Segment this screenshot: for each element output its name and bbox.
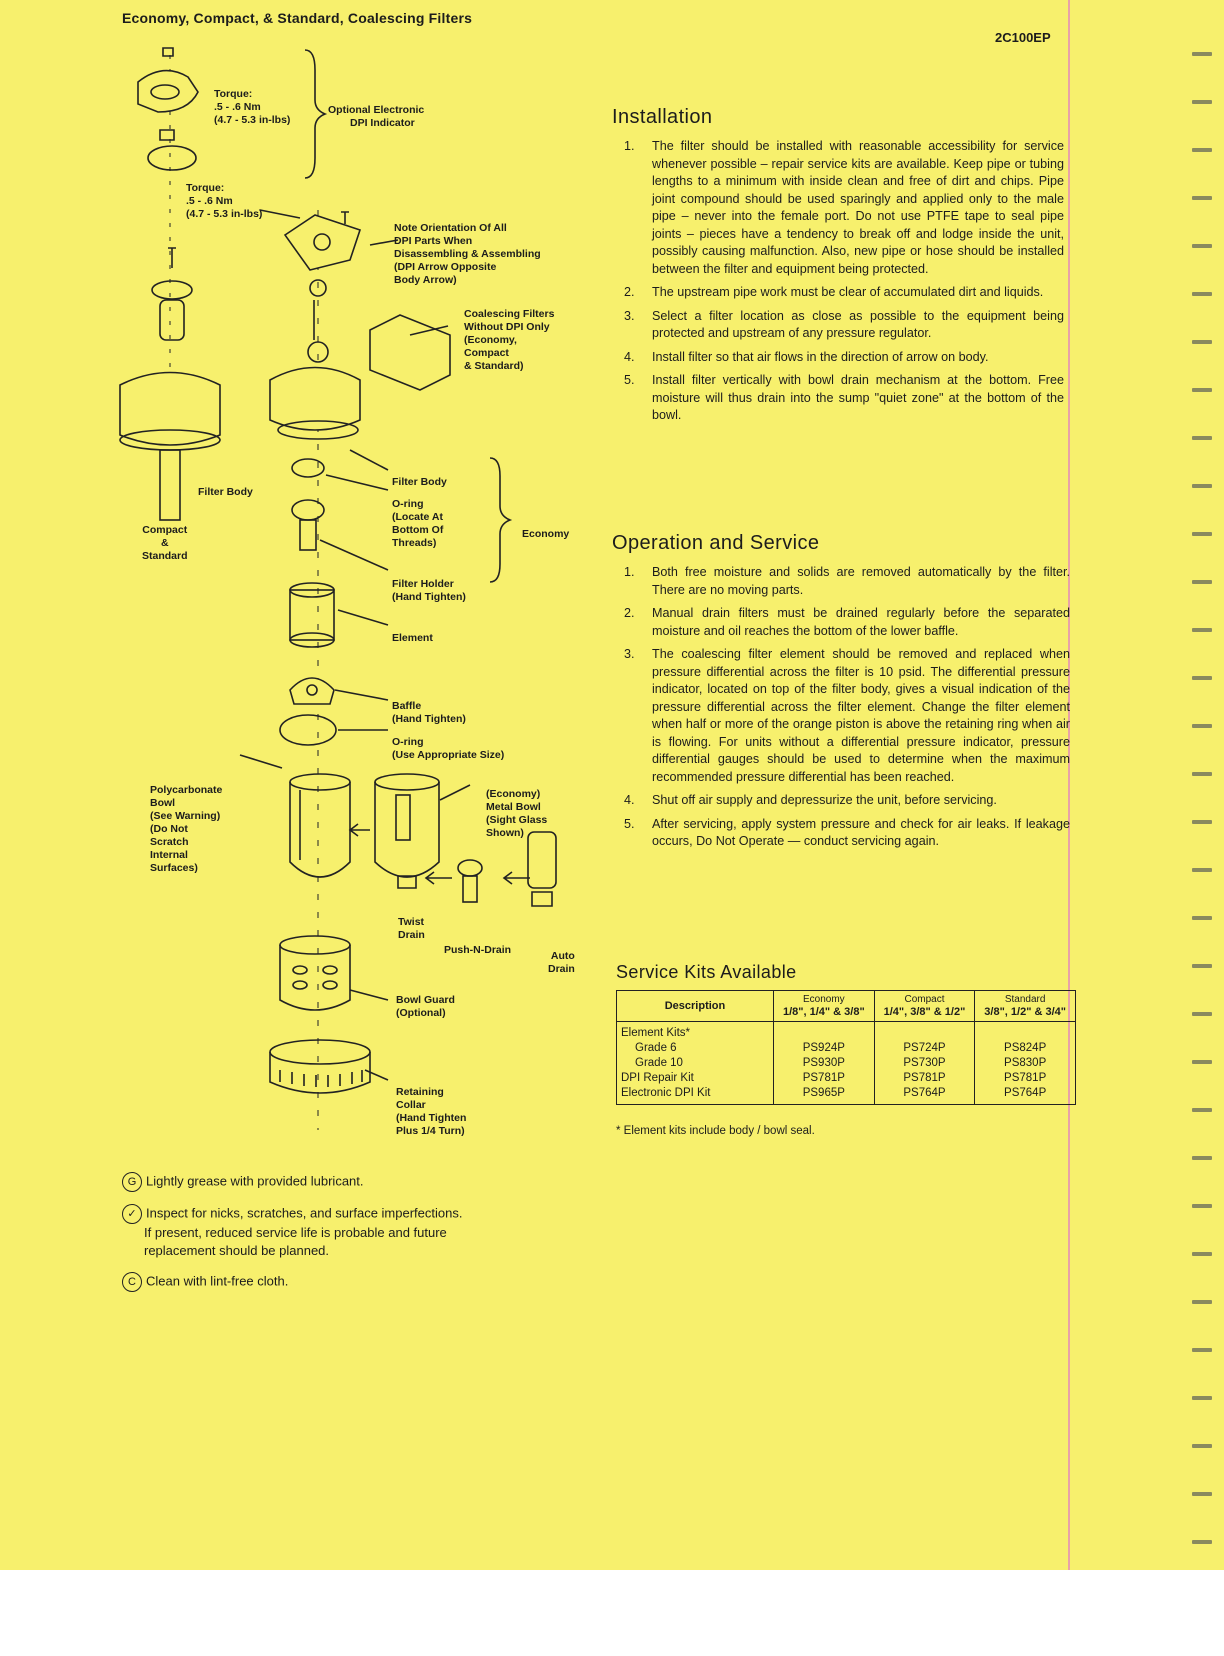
binder-tick xyxy=(1192,1012,1212,1016)
binder-tick xyxy=(1192,1540,1212,1544)
legend-clean: C Clean with lint-free cloth. xyxy=(122,1272,288,1292)
clean-icon: C xyxy=(122,1272,142,1292)
legend-inspect: ✓ Inspect for nicks, scratches, and surface imperfections. If present, reduced service life is probable and future replacement should be planned. xyxy=(122,1204,462,1260)
service-kits-table xyxy=(616,990,1076,1105)
col-description: Description xyxy=(617,991,774,1022)
operation-step: 5. After servicing, apply system pressure and check for air leaks. If leakage occurs, Do Not Operate — conduct servicing again. xyxy=(624,816,1070,848)
col-standard: Standard 3/8", 1/2" & 3/4" xyxy=(975,991,1076,1022)
filter-holder-label: Filter Holder (Hand Tighten) xyxy=(392,578,466,603)
metal-bowl-label: (Economy) Metal Bowl (Sight Glass Shown) xyxy=(486,788,548,839)
compact-standard-label: Compact & Standard xyxy=(142,524,188,562)
binder-tick xyxy=(1192,724,1212,728)
torque-top-label: Torque: .5 - .6 Nm (4.7 - 5.3 in-lbs) xyxy=(214,88,291,126)
legend-grease: G Lightly grease with provided lubricant. xyxy=(122,1172,364,1192)
bowl-guard-part xyxy=(280,936,350,1010)
torque-mid-label: Torque: .5 - .6 Nm (4.7 - 5.3 in-lbs) xyxy=(186,182,263,220)
coalescing-without-dpi-label: Coalescing Filters Without DPI Only (Economy, Compact & Standard) xyxy=(464,308,555,372)
baffle-label: Baffle (Hand Tighten) xyxy=(392,700,466,725)
service-kits-footnote: * Element kits include body / bowl seal. xyxy=(616,1125,815,1137)
economy-label: Economy xyxy=(522,528,570,540)
binder-tick xyxy=(1192,1060,1212,1064)
filter-body-right-label: Filter Body xyxy=(392,476,447,488)
economy-filter-body-part xyxy=(270,315,450,439)
binder-tick xyxy=(1192,340,1212,344)
binder-tick xyxy=(1192,1492,1212,1496)
element-part xyxy=(290,583,334,647)
col-economy: Economy 1/8", 1/4" & 3/8" xyxy=(774,991,875,1022)
binder-tick xyxy=(1192,1444,1212,1448)
twist-drain-label: Twist Drain xyxy=(398,916,425,941)
binder-tick xyxy=(1192,676,1212,680)
binder-tick xyxy=(1192,580,1212,584)
binder-strip xyxy=(1138,0,1224,1570)
optional-dpi-label: Optional Electronic DPI Indicator xyxy=(328,104,425,129)
operation-heading: Operation and Service xyxy=(612,532,820,554)
table-row: Grade 10 PS930P PS730P PS830P xyxy=(617,1056,1076,1071)
binder-tick xyxy=(1192,916,1212,920)
baffle-part xyxy=(290,678,334,704)
metal-bowl-part xyxy=(375,774,439,888)
binder-tick xyxy=(1192,532,1212,536)
binder-tick xyxy=(1192,868,1212,872)
dpi-plate-part xyxy=(285,212,360,362)
table-row: DPI Repair Kit PS781P PS781P PS781P xyxy=(617,1071,1076,1086)
dpi-indicator-part xyxy=(138,48,198,170)
filter-body-left-label: Filter Body xyxy=(198,486,253,498)
binder-tick xyxy=(1192,196,1212,200)
binder-tick xyxy=(1192,52,1212,56)
table-row: Element Kits* xyxy=(617,1022,1076,1042)
binder-tick xyxy=(1192,148,1212,152)
binder-tick xyxy=(1192,292,1212,296)
polycarbonate-bowl-label: Polycarbonate Bowl (See Warning) (Do Not Scratch Internal Surfaces) xyxy=(150,784,223,874)
service-kits-heading: Service Kits Available xyxy=(616,962,797,982)
auto-drain-label: Auto Drain xyxy=(548,950,575,975)
installation-step: 4. Install filter so that air flows in the direction of arrow on body. xyxy=(624,349,989,364)
auto-drain-part xyxy=(528,832,556,906)
operation-step: 4. Shut off air supply and depressurize the unit, before servicing. xyxy=(624,793,997,807)
table-row: Electronic DPI Kit PS965P PS764P PS764P xyxy=(617,1086,1076,1105)
binder-tick xyxy=(1192,100,1212,104)
binder-tick xyxy=(1192,1348,1212,1352)
binder-tick xyxy=(1192,436,1212,440)
operation-steps xyxy=(612,564,1070,857)
installation-step: 3. Select a filter location as close as possible to the equipment being protected and upstream of any pressure regulator. xyxy=(624,308,1064,340)
binder-tick xyxy=(1192,1156,1212,1160)
retaining-collar-part xyxy=(270,1040,370,1093)
binder-tick xyxy=(1192,1108,1212,1112)
binder-tick xyxy=(1192,484,1212,488)
binder-tick xyxy=(1192,628,1212,632)
oring-bottom-label: O-ring (Use Appropriate Size) xyxy=(392,736,505,761)
exploded-parts-diagram xyxy=(0,0,650,1200)
binder-tick xyxy=(1192,1204,1212,1208)
polycarbonate-bowl-part xyxy=(290,774,350,877)
table-row: Grade 6 PS924P PS724P PS824P xyxy=(617,1041,1076,1056)
oring-top-label: O-ring (Locate At Bottom Of Threads) xyxy=(392,498,444,549)
bowl-guard-label: Bowl Guard (Optional) xyxy=(396,994,455,1019)
binder-tick xyxy=(1192,244,1212,248)
col-compact: Compact 1/4", 3/8" & 1/2" xyxy=(874,991,975,1022)
retaining-collar-label: Retaining Collar (Hand Tighten Plus 1/4 Turn) xyxy=(396,1086,467,1137)
grease-icon: G xyxy=(122,1172,142,1192)
operation-step: 1. Both free moisture and solids are removed automatically by the filter. There are no moving parts. xyxy=(624,565,1070,597)
operation-step: 3. The coalescing filter element should be removed and replaced when pressure differential across the filter is 10 psid. The differential pressure indicator, located on top of the filter body, gives a visual indication of the pressure differential across the filter element. Change the filter element when half or more of the orange piston is above the retaining ring when air is flowing. For units without a differential pressure indicator, pressure differential gauges should be used to determine when the maximum recommended pressure differential has been reached. xyxy=(624,647,1070,784)
page-header-title: Economy, Compact, & Standard, Coalescing Filters xyxy=(122,10,473,26)
installation-steps xyxy=(612,138,1064,431)
binder-tick xyxy=(1192,1252,1212,1256)
binder-tick xyxy=(1192,772,1212,776)
binder-tick xyxy=(1192,964,1212,968)
installation-step: 2. The upstream pipe work must be clear of accumulated dirt and liquids. xyxy=(624,285,1044,299)
push-n-drain-part xyxy=(458,860,482,902)
binder-tick xyxy=(1192,820,1212,824)
check-icon: ✓ xyxy=(122,1204,142,1224)
element-label: Element xyxy=(392,632,433,644)
filter-holder-part xyxy=(292,500,324,550)
installation-step: 1. The filter should be installed with reasonable accessibility for service whenever possible – repair service kits are available. Keep pipe or tubing lengths to a minimum with inside clean and free of dirt and chips. Pipe joint compound should be used sparingly and applied only to the male pipe – never into the female port. Do not use PTFE tape to seal pipe joints – pieces have a tendency to break off and lodge inside the unit, possibly causing malfunction. Also, new pipe or hose should be installed between the filter and equipment being protected. xyxy=(624,139,1064,276)
note-orientation-label: Note Orientation Of All DPI Parts When Disassembling & Assembling (DPI Arrow Opposite Body Arrow) xyxy=(394,222,541,286)
document-code: 2C100EP xyxy=(995,30,1051,45)
installation-heading: Installation xyxy=(612,106,713,128)
installation-step: 5. Install filter vertically with bowl drain mechanism at the bottom. Free moisture will thus drain into the sump "quiet zone" at the bottom of the bowl. xyxy=(624,373,1064,422)
operation-step: 2. Manual drain filters must be drained regularly before the separated moisture and oil reaches the bottom of the lower baffle. xyxy=(624,606,1070,638)
binder-tick xyxy=(1192,388,1212,392)
push-n-drain-label: Push-N-Drain xyxy=(444,944,512,956)
binder-tick xyxy=(1192,1300,1212,1304)
binder-tick xyxy=(1192,1396,1212,1400)
compact-filter-body-part xyxy=(120,248,220,520)
